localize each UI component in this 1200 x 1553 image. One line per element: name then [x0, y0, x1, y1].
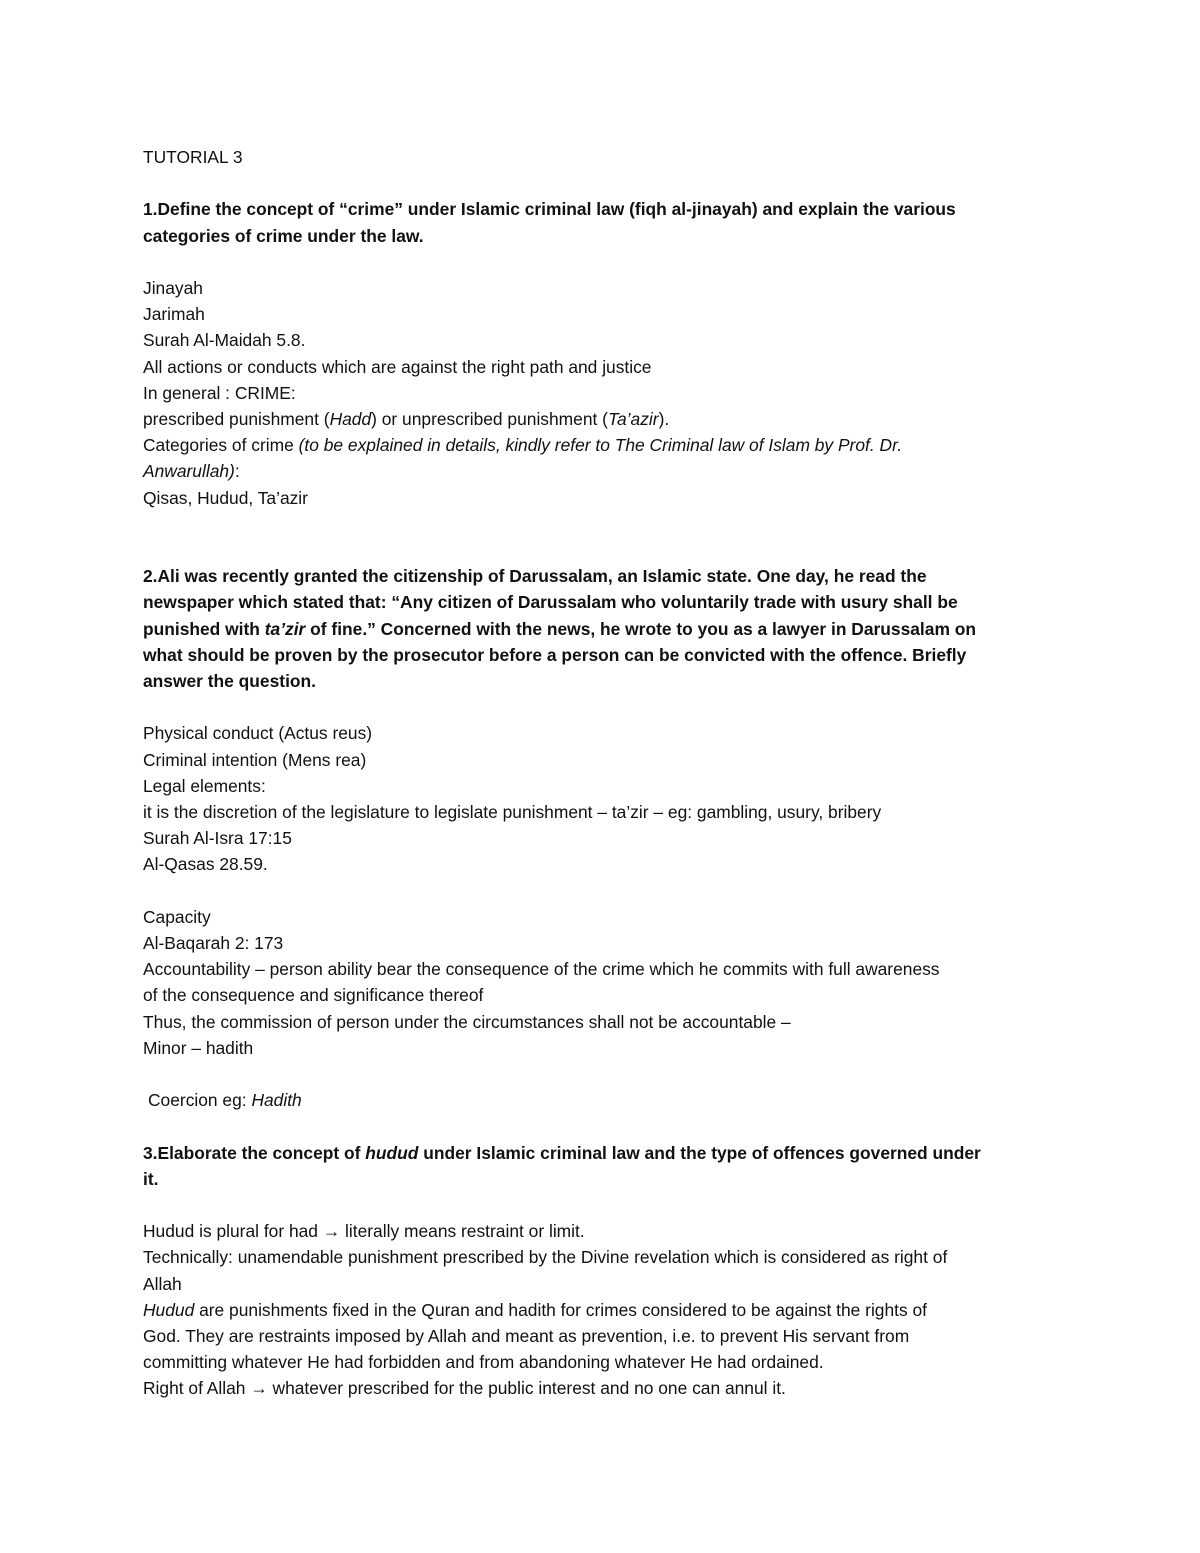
text-run: Coercion eg:	[148, 1090, 252, 1111]
capacity-line: of the consequence and significance thereof	[143, 985, 484, 1006]
text-run: Hudud is plural for had	[143, 1221, 323, 1242]
text-run: under Islamic criminal law and the type of offences governed under	[418, 1142, 981, 1163]
answer-line: Al-Qasas 28.59.	[143, 854, 268, 875]
text-run: 3.Elaborate the concept of	[143, 1142, 366, 1163]
categories-line-2	[143, 458, 1073, 484]
question-3-heading-line-1	[143, 1140, 1073, 1166]
spacer	[143, 878, 1073, 904]
question-1-heading-line-1: 1.Define the concept of “crime” under Islamic criminal law (fiqh al-jinayah) and explain the various	[143, 199, 956, 220]
coercion-line	[143, 1087, 1073, 1113]
question-2-heading-line-2: newspaper which stated that: “Any citizen of Darussalam who voluntarily trade with usury shall be	[143, 592, 958, 613]
document-title: TUTORIAL 3	[143, 147, 243, 167]
spacer	[143, 249, 1073, 275]
answer-line: Technically: unamendable punishment prescribed by the Divine revelation which is considered as right of	[143, 1247, 948, 1268]
answer-line: Legal elements:	[143, 775, 266, 796]
answer-line: it is the discretion of the legislature to legislate punishment – ta’zir – eg: gambling, usury, bribery	[143, 802, 882, 823]
text-run-italic: Hadd	[329, 409, 372, 429]
question-2-heading-line-1: 2.Ali was recently granted the citizenship of Darussalam, an Islamic state. One day, he read the	[143, 566, 927, 587]
answer-line: Allah	[143, 1273, 182, 1294]
hudud-definition-line	[143, 1218, 1073, 1244]
text-run: whatever prescribed for the public interest and no one can annul it.	[267, 1378, 786, 1399]
categories-line-1	[143, 432, 1073, 458]
arrow-icon: →	[322, 1221, 341, 1242]
text-run: ) or unprescribed punishment (	[371, 409, 608, 429]
capacity-line: Minor – hadith	[143, 1037, 254, 1058]
arrow-icon: →	[250, 1378, 268, 1399]
crime-types-line: Qisas, Hudud, Ta’azir	[143, 487, 308, 508]
spacer	[143, 511, 1073, 563]
answer-line: Surah Al-Isra 17:15	[143, 828, 292, 849]
text-run: punished with	[143, 618, 265, 639]
answer-line: Jarimah	[143, 304, 205, 325]
text-run: prescribed punishment (	[143, 409, 330, 429]
document-body	[143, 144, 1073, 1402]
answer-line: In general : CRIME:	[143, 382, 296, 403]
text-run: Categories of crime	[143, 435, 299, 456]
spacer	[143, 170, 1073, 196]
spacer	[143, 1113, 1073, 1139]
answer-line: committing whatever He had forbidden and from abandoning whatever He had ordained.	[143, 1352, 824, 1373]
text-run: Right of Allah	[143, 1378, 251, 1399]
question-3-heading-line-2: it.	[143, 1168, 159, 1189]
question-2-heading-line-4: what should be proven by the prosecutor before a person can be convicted with the offence. Briefly	[143, 644, 967, 665]
question-1-heading-line-2: categories of crime under the law.	[143, 225, 424, 246]
text-run-italic: Hudud	[143, 1299, 195, 1320]
text-run: :	[234, 461, 240, 482]
text-run-italic: Anwarullah)	[143, 461, 235, 482]
answer-line: Physical conduct (Actus reus)	[143, 723, 373, 744]
right-of-allah-line	[143, 1375, 1073, 1401]
question-2-heading-line-3	[143, 616, 1073, 642]
capacity-line: Al-Baqarah 2: 173	[143, 933, 284, 954]
question-2-heading-line-5: answer the question.	[143, 671, 316, 692]
capacity-line: Thus, the commission of person under the circumstances shall not be accountable –	[143, 1011, 791, 1032]
answer-line: Jinayah	[143, 277, 203, 298]
text-run-italic: hudud	[365, 1142, 419, 1163]
spacer	[143, 1061, 1073, 1087]
answer-line: Surah Al-Maidah 5.8.	[143, 330, 306, 351]
answer-line: God. They are restraints imposed by Allah and meant as prevention, i.e. to prevent His servant from	[143, 1326, 910, 1347]
text-run: are punishments fixed in the Quran and hadith for crimes considered to be against the rights of	[194, 1299, 928, 1320]
spacer	[143, 1192, 1073, 1218]
text-run: of fine.” Concerned with the news, he wrote to you as a lawyer in Darussalam on	[305, 618, 976, 639]
answer-line: Criminal intention (Mens rea)	[143, 749, 367, 770]
text-run-italic: Ta’azir	[607, 409, 659, 429]
answer-line: All actions or conducts which are against the right path and justice	[143, 356, 652, 377]
answer-line	[143, 1297, 1073, 1323]
text-run: literally means restraint or limit.	[340, 1221, 585, 1242]
text-run-italic: Hadith	[251, 1090, 302, 1111]
text-run-italic: ta’zir	[264, 618, 306, 639]
punishment-line	[143, 406, 1073, 432]
capacity-line: Accountability – person ability bear the consequence of the crime which he commits with full awareness	[143, 959, 940, 980]
text-run: ).	[658, 409, 670, 429]
spacer	[143, 694, 1073, 720]
capacity-line: Capacity	[143, 906, 211, 927]
text-run-italic: (to be explained in details, kindly refer to The Criminal law of Islam by Prof. Dr.	[298, 435, 903, 456]
